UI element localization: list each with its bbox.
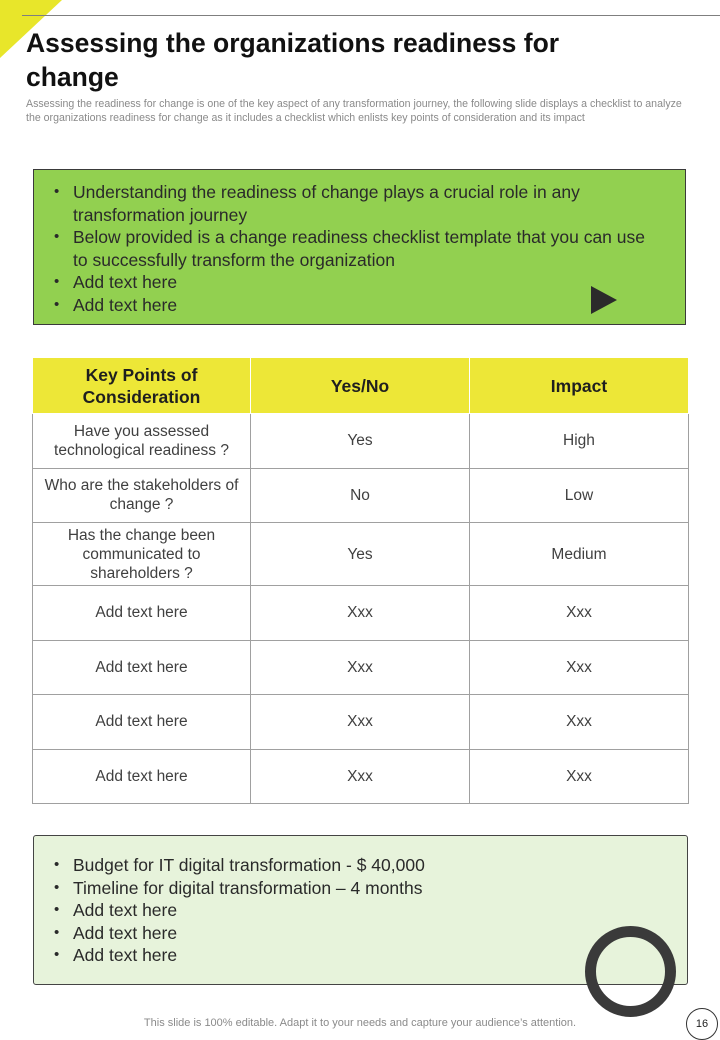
cell-consideration: Has the change been communicated to shareholders ? (33, 523, 251, 586)
summary-bullet: • Add text here (34, 922, 634, 945)
cell-consideration: Add text here (33, 695, 251, 750)
header-yes-no: Yes/No (251, 358, 470, 414)
intro-bullet: • Add text here (34, 294, 664, 317)
summary-bullet: • Add text here (34, 944, 634, 967)
summary-bullet-list (34, 854, 634, 967)
cell-yes-no: Yes (251, 523, 470, 586)
page-title: Assessing the organizations readiness for change (26, 28, 560, 92)
table-row (33, 695, 689, 750)
cell-impact: Xxx (470, 695, 689, 750)
table-row (33, 468, 689, 523)
intro-bullet: • Understanding the readiness of change plays a crucial role in any transformation journey (34, 181, 664, 226)
page-number-badge: 16 (686, 1008, 718, 1040)
cell-consideration: Add text here (33, 749, 251, 804)
readiness-checklist-table (32, 357, 689, 804)
cell-consideration: Have you assessed technological readiness ? (33, 414, 251, 469)
table-row (33, 414, 689, 469)
cell-yes-no: Yes (251, 414, 470, 469)
table-row (33, 586, 689, 641)
intro-bullet: • Add text here (34, 271, 664, 294)
intro-bullet: • Below provided is a change readiness checklist template that you can use to successfully transform the organization (34, 226, 664, 271)
cell-impact: Medium (470, 523, 689, 586)
ring-icon (585, 926, 676, 1017)
intro-callout-box (33, 169, 686, 325)
page-subtitle: Assessing the readiness for change is one of the key aspect of any transformation journey, the following slide displays a checklist to analyze the organizations readiness for change as it includes a checklist which enlists key points of consideration and its impact (26, 98, 682, 124)
cell-yes-no: Xxx (251, 640, 470, 695)
cell-impact: Xxx (470, 749, 689, 804)
cell-yes-no: Xxx (251, 586, 470, 641)
top-divider (22, 15, 720, 16)
cell-impact: High (470, 414, 689, 469)
cell-consideration: Add text here (33, 586, 251, 641)
cell-yes-no: Xxx (251, 749, 470, 804)
table-header-row (33, 358, 689, 414)
cell-consideration: Add text here (33, 640, 251, 695)
summary-bullet: • Add text here (34, 899, 634, 922)
summary-bullet: • Timeline for digital transformation – 4 months (34, 877, 634, 900)
footer-note: This slide is 100% editable. Adapt it to your needs and capture your audience’s attention. (143, 1017, 577, 1029)
header-impact: Impact (470, 358, 689, 414)
cell-yes-no: Xxx (251, 695, 470, 750)
cell-impact: Xxx (470, 640, 689, 695)
cell-consideration: Who are the stakeholders of change ? (33, 468, 251, 523)
table-row (33, 749, 689, 804)
summary-bullet: • Budget for IT digital transformation - $ 40,000 (34, 854, 634, 877)
cell-impact: Xxx (470, 586, 689, 641)
cell-yes-no: No (251, 468, 470, 523)
cell-impact: Low (470, 468, 689, 523)
intro-bullet-list (34, 181, 664, 316)
table-row (33, 640, 689, 695)
header-key-points: Key Points of Consideration (33, 358, 251, 414)
play-icon (591, 286, 617, 314)
table-row (33, 523, 689, 586)
